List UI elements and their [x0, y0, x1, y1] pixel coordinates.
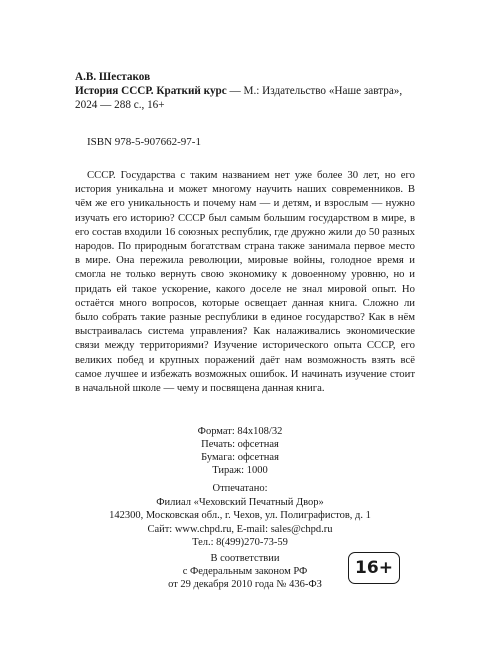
print-specs [0, 425, 480, 477]
publisher-info: — М.: Издательство «Наше завтра», [226, 85, 403, 97]
law-line-1: В соответствии [210, 553, 280, 564]
spec-run: Тираж: 1000 [212, 465, 268, 476]
law-notice [150, 552, 340, 591]
printer-phone: Тел.: 8(499)270-73-59 [192, 537, 288, 548]
printer-web: Сайт: www.chpd.ru, E-mail: sales@chpd.ru [147, 523, 333, 535]
printer-address: 142300, Московская обл., г. Чехов, ул. Полиграфистов, д. 1 [109, 510, 371, 521]
isbn: ISBN 978-5-907662-97-1 [87, 136, 201, 148]
spec-paper: Бумага: офсетная [201, 452, 279, 463]
law-line-3: от 29 декабря 2010 года № 436-ФЗ [168, 579, 322, 590]
spec-print: Печать: офсетная [201, 439, 279, 450]
printer-info [0, 482, 480, 550]
law-line-2: с Федеральным законом РФ [182, 566, 308, 577]
printer-heading: Отпечатано: [212, 483, 268, 494]
spec-format: Формат: 84х108/32 [197, 426, 283, 437]
printer-org: Филиал «Чеховский Печатный Двор» [156, 496, 324, 508]
age-rating-badge: 16+ [348, 552, 400, 584]
book-author: А.В. Шестаков [75, 71, 151, 83]
book-abstract: СССР. Государства с таким названием нет уже более 30 лет, но его история уникальна и может многому научить наших современников. В чём же его уникальность и почему нам — и детям, и взрослым — нужно изучать его историю? СССР был самым большим государством в мире, в его состав входили 16 союзных республик, где дружно жили до 50 разных народов. По природным богатствам страна также занимала первое место в мире. Она пережила революции, мировые войны, голодное время и смогла не только вернуть свою экономику к довоенному уровню, но и придать ей такое ускорение, какого доселе не знал мировой опыт. Но остаётся много вопросов, которые освещает данная книга. Сложно ли было собрать такие разные республики в единое государство? Как в нём выстраивалась система управления? Как налаживались экономические связи между территориями? Изучение исторического опыта СССР, его великих побед и крупных поражений даёт нам возможность взять всё самое лучшее и избежать возможных ошибок. И начинать изучение стоит в начальной школе — чему и посвящена данная книга. [75, 169, 415, 395]
book-title: История СССР. Краткий курс [75, 85, 227, 97]
year-pages: 2024 — 288 с., 16+ [75, 99, 165, 111]
bibliographic-record [75, 70, 435, 112]
